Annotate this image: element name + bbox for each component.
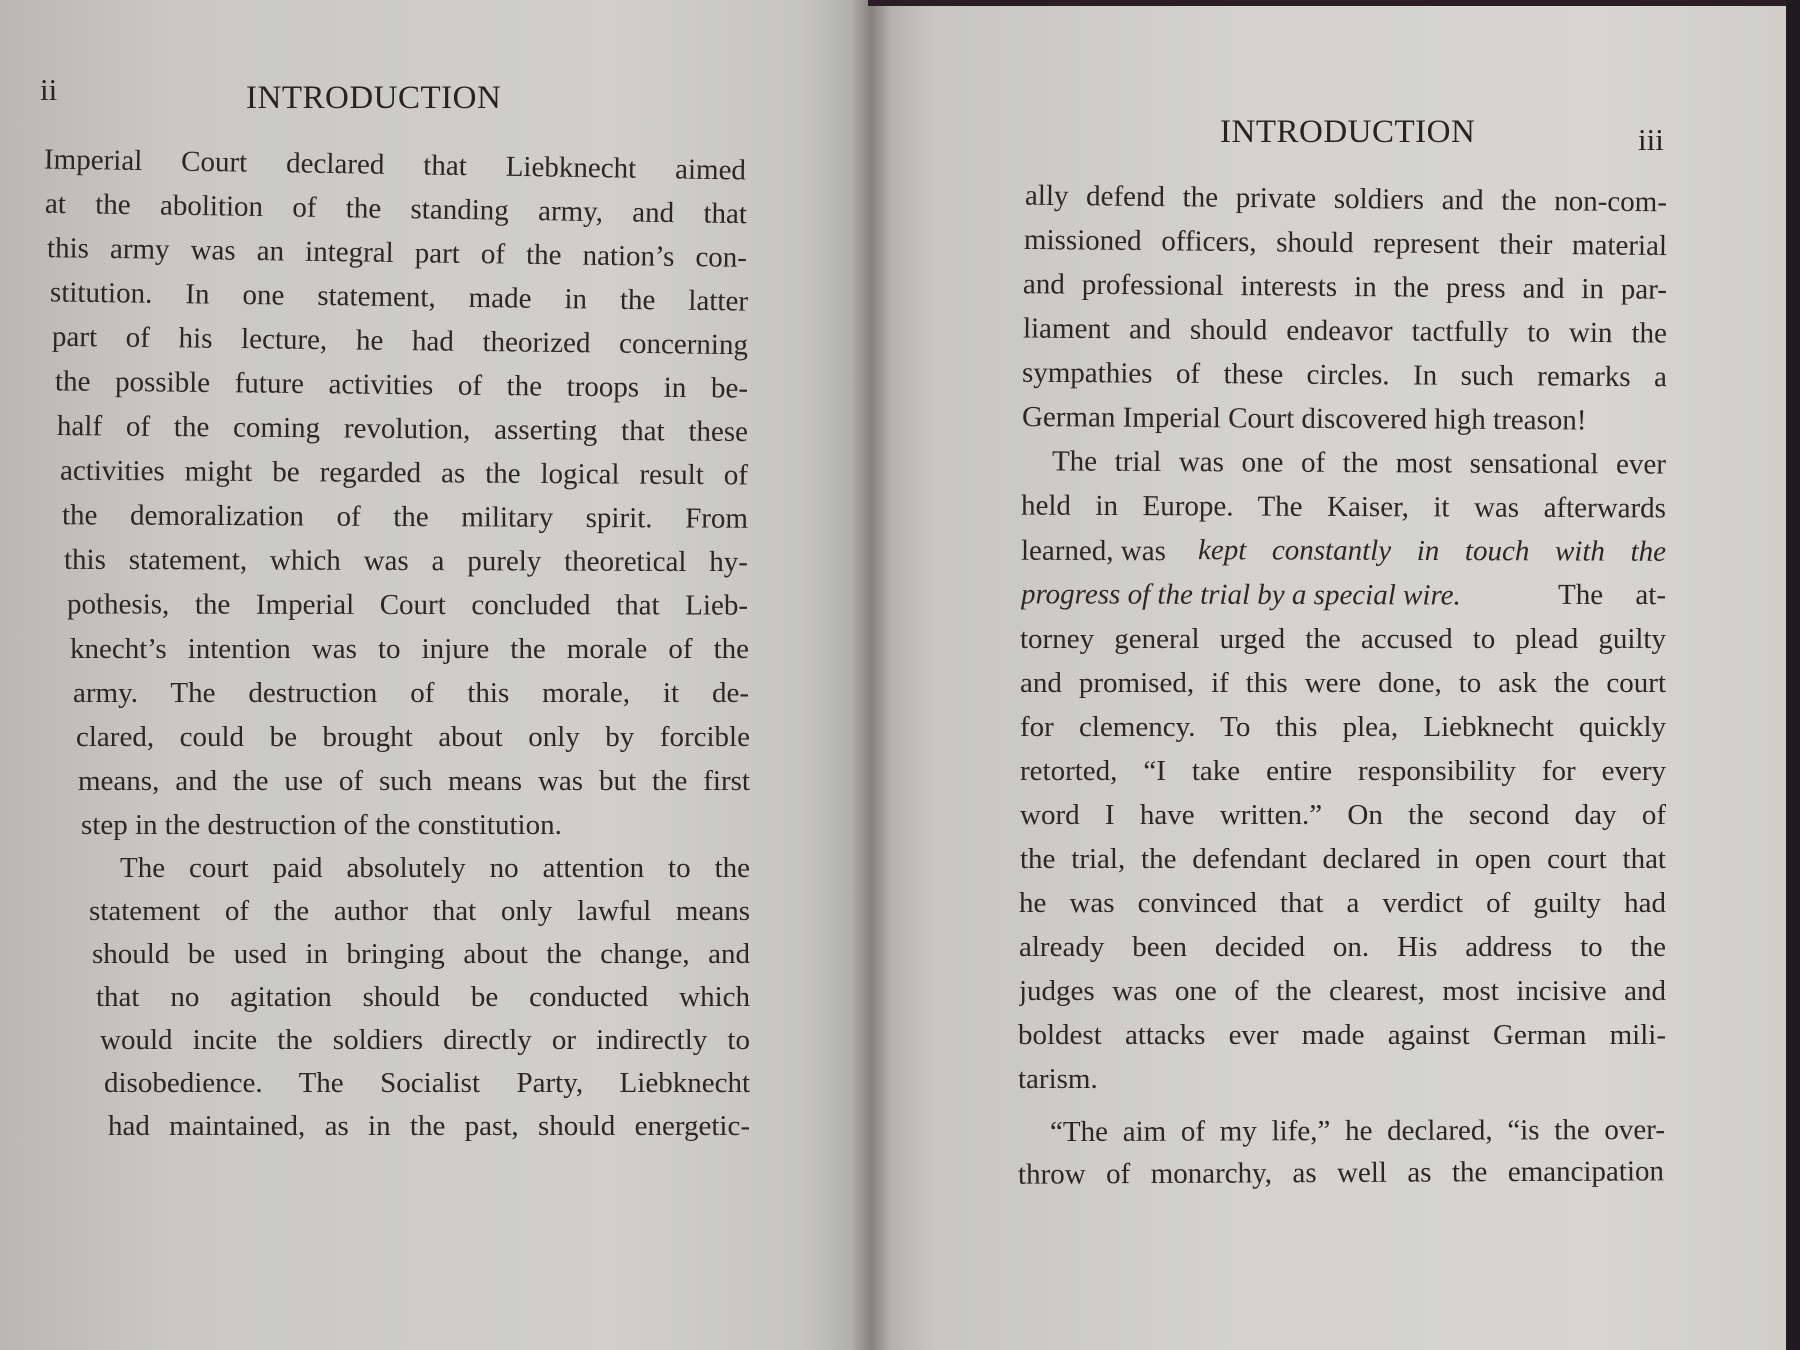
right-running-head: INTRODUCTION (1220, 114, 1476, 150)
left-line-8: activities might be regarded as the logical result of (59, 454, 749, 492)
right-line-2: missioned officers, should represent their material (1023, 223, 1668, 263)
right-line-12: and promised, if this were done, to ask the court (1020, 667, 1666, 699)
right-line-9a: learned, was (1020, 534, 1166, 568)
left-line-16: step in the destruction of the constitution. (81, 809, 562, 841)
right-line-3: and professional interests in the press and in par- (1022, 268, 1668, 306)
left-line-14: clared, could be brought about only by forcible (76, 721, 750, 753)
right-line-22: “The aim of my life,” he declared, “is the over- (1049, 1113, 1666, 1149)
cover-right-edge (1786, 0, 1800, 1350)
left-line-4: stitution. In one statement, made in the latter (49, 276, 749, 318)
left-line-5: part of his lecture, he had theorized concerning (51, 320, 749, 362)
right-line-23: throw of monarchy, as well as the emancipation (1017, 1155, 1665, 1191)
right-line-14: retorted, “I take entire responsibility for every (1020, 755, 1666, 787)
right-line-4: liament and should endeavor tactfully to win the (1022, 312, 1668, 350)
right-line-19: judges was one of the clearest, most incisive and (1019, 975, 1666, 1007)
right-line-9b: kept constantly in touch with the (1197, 534, 1667, 568)
cover-top-edge (868, 0, 1800, 6)
left-line-10: this statement, which was a purely theoretical hy- (63, 543, 749, 579)
left-line-11: pothesis, the Imperial Court concluded that Lieb- (66, 588, 749, 622)
left-line-2: at the abolition of the standing army, and that (44, 187, 748, 231)
left-line-9: the demoralization of the military spirit. From (61, 499, 749, 535)
right-line-10b: The at- (1557, 578, 1667, 612)
left-line-23: had maintained, as in the past, should energetic- (108, 1110, 750, 1142)
right-line-5: sympathies of these circles. In such remarks a (1021, 356, 1668, 394)
left-line-6: the possible future activities of the troops in be- (54, 365, 749, 405)
left-running-head: INTRODUCTION (246, 80, 502, 116)
right-line-15: word I have written.” On the second day of (1020, 799, 1666, 831)
left-line-7: half of the coming revolution, asserting that these (56, 409, 749, 449)
right-line-17: he was convinced that a verdict of guilty had (1019, 887, 1666, 919)
right-page (868, 4, 1786, 1350)
right-line-8: held in Europe. The Kaiser, it was afterwards (1020, 489, 1667, 525)
right-line-11: torney general urged the accused to plead guilty (1020, 623, 1666, 655)
left-line-21: would incite the soldiers directly or indirectly to (100, 1024, 750, 1056)
right-line-1: ally defend the private soldiers and the non-com- (1024, 179, 1668, 219)
left-page (0, 0, 872, 1350)
right-line-10a: progress of the trial by a special wire. (1020, 578, 1461, 612)
left-page-number: ii (40, 72, 58, 107)
left-line-3: this army was an integral part of the nation’s con- (46, 232, 748, 274)
right-line-7: The trial was one of the most sensational ever (1051, 445, 1667, 481)
right-line-18: already been decided on. His address to the (1019, 931, 1666, 963)
left-line-18: statement of the author that only lawful means (89, 895, 750, 927)
left-line-15: means, and the use of such means was but the first (78, 765, 750, 797)
right-line-20: boldest attacks ever made against German mili- (1018, 1019, 1666, 1051)
right-line-6: German Imperial Court discovered high treason! (1021, 401, 1587, 437)
left-line-12: knecht’s intention was to injure the morale of the (70, 633, 749, 665)
right-line-16: the trial, the defendant declared in open court that (1020, 843, 1666, 875)
left-line-1: Imperial Court declared that Liebknecht aimed (43, 143, 747, 187)
left-line-20: that no agitation should be conducted which (96, 981, 750, 1013)
right-line-21: tarism. (1018, 1063, 1098, 1095)
left-line-17: The court paid absolutely no attention to the (120, 852, 750, 884)
right-line-13: for clemency. To this plea, Liebknecht quickly (1020, 711, 1666, 743)
left-line-13: army. The destruction of this morale, it de- (73, 677, 749, 709)
left-line-19: should be used in bringing about the change, and (92, 938, 750, 970)
left-line-22: disobedience. The Socialist Party, Liebknecht (104, 1067, 750, 1099)
right-page-number: iii (1638, 122, 1664, 157)
book-gutter (850, 0, 890, 1350)
